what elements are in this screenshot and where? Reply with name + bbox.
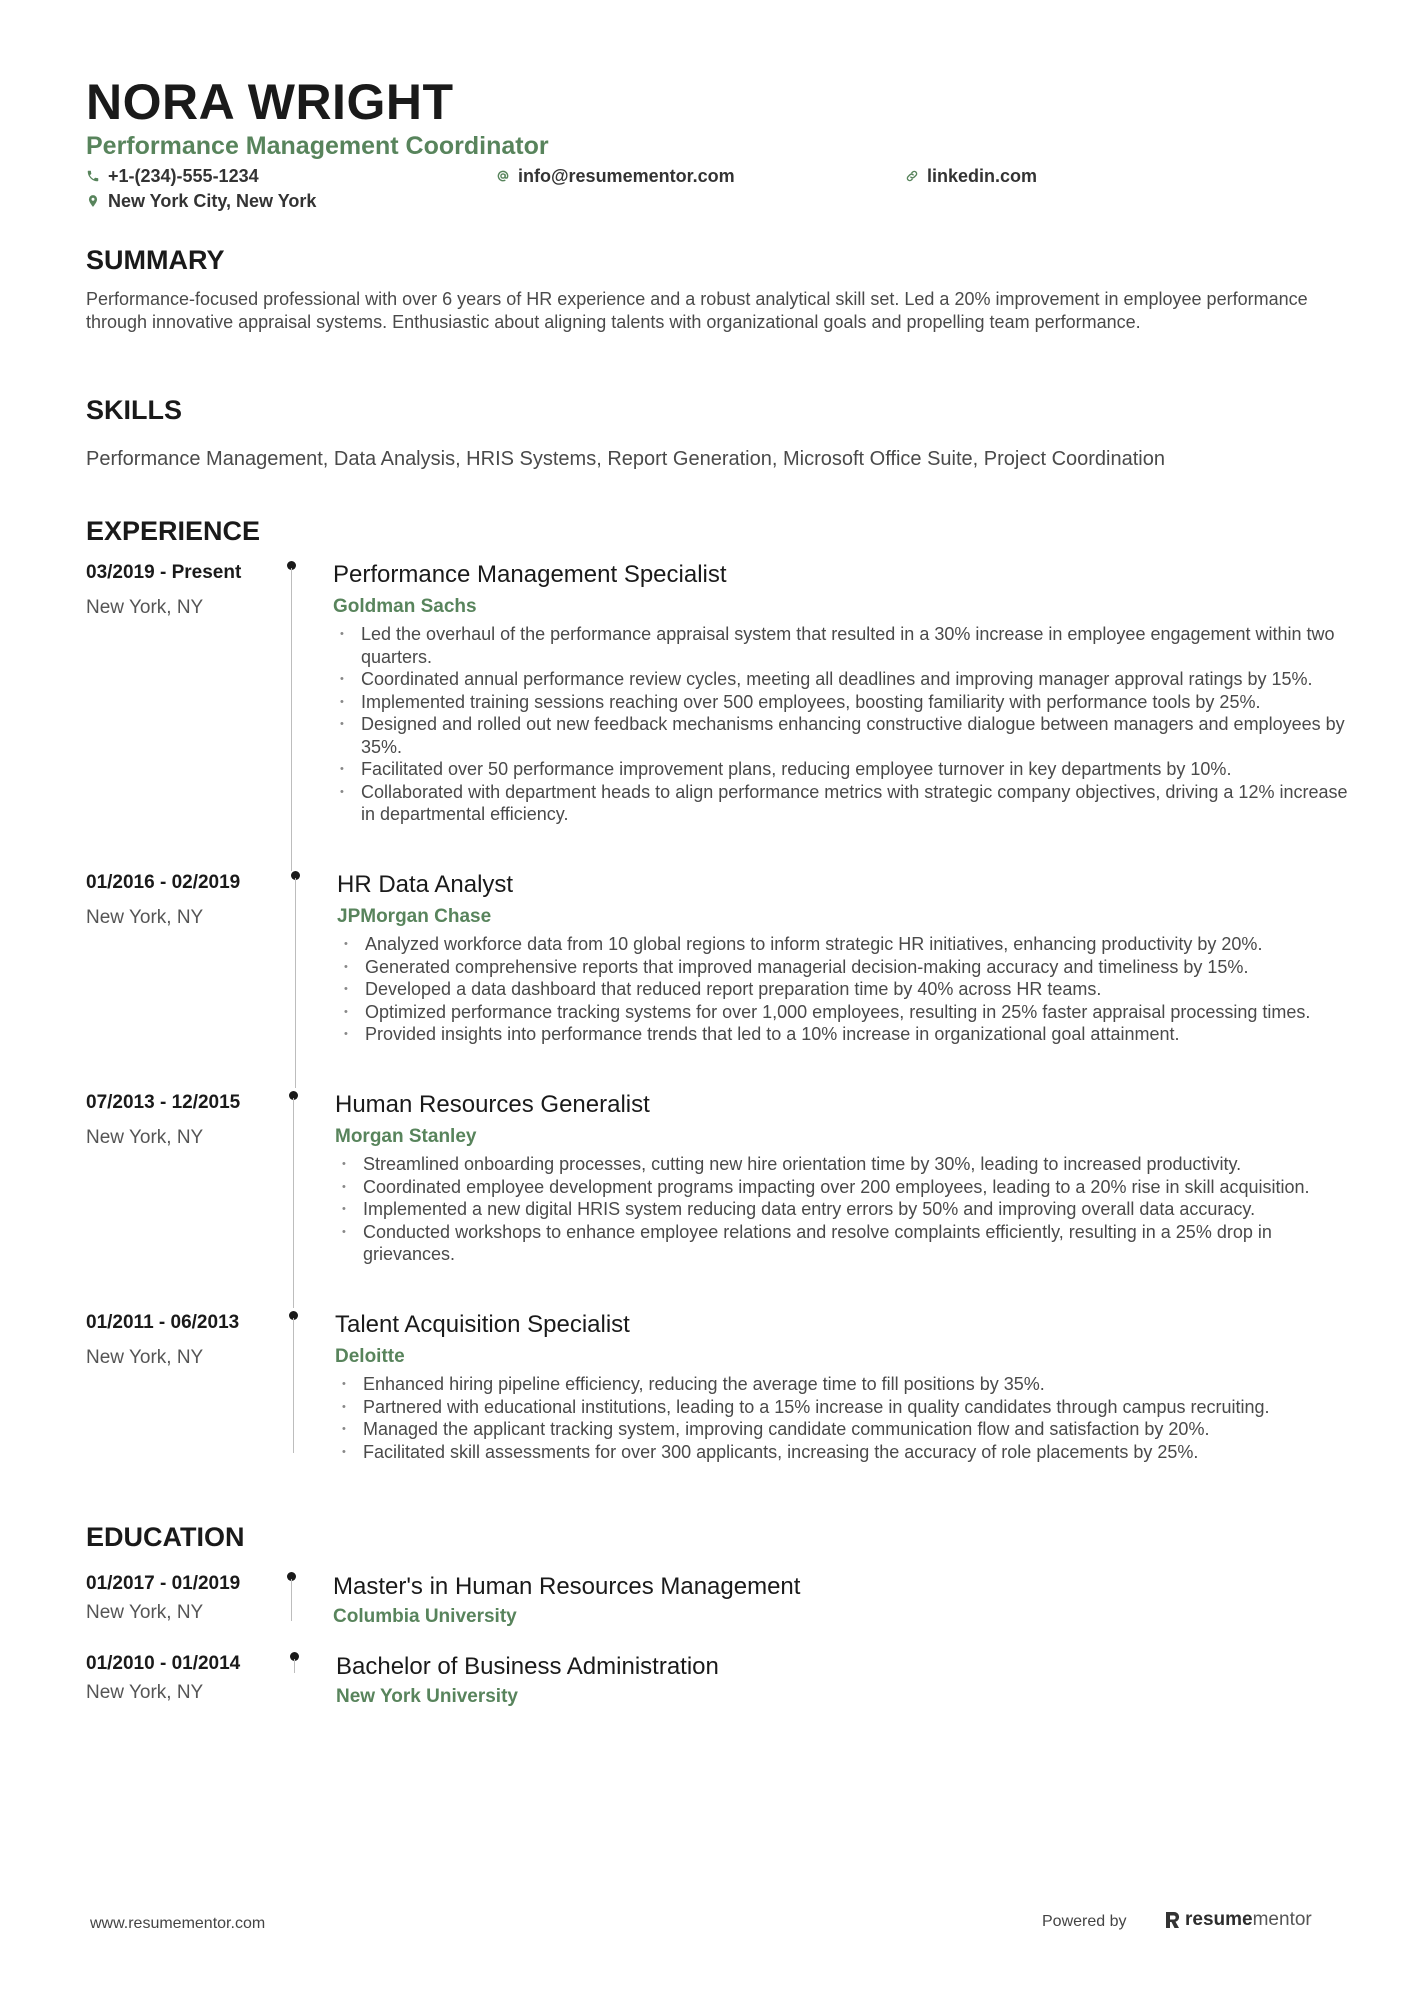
achievements-list	[333, 623, 1363, 826]
list-item: • Collaborated with department heads to align performance metrics with strategic company objectives, driving a 12% increase in departmental efficiency.	[333, 781, 1363, 826]
skills-text: Performance Management, Data Analysis, HRIS Systems, Report Generation, Microsoft Office Suite, Project Coordination	[86, 448, 1165, 470]
entry-location: New York, NY	[86, 1347, 204, 1368]
contact-location	[86, 189, 316, 213]
powered-by-label: Powered by	[1042, 1913, 1127, 1930]
company-name: Goldman Sachs	[333, 596, 477, 617]
school-name: Columbia University	[333, 1606, 517, 1627]
entry-location: New York, NY	[86, 1602, 204, 1623]
section-title-education: EDUCATION	[86, 1522, 245, 1552]
timeline-line	[291, 1579, 292, 1621]
list-item: • Designed and rolled out new feedback mechanisms enhancing constructive dialogue between managers and employees by 35%.	[333, 713, 1363, 758]
contact-linkedin	[905, 164, 1037, 188]
list-item: • Led the overhaul of the performance appraisal system that resulted in a 30% increase in employee engagement within two quarters.	[333, 623, 1363, 668]
section-title-summary: SUMMARY	[86, 245, 225, 275]
achievements-list	[335, 1373, 1365, 1463]
list-item: • Provided insights into performance trends that led to a 10% increase in organizational goal attainment.	[337, 1023, 1367, 1046]
degree-title: Master's in Human Resources Management	[333, 1573, 801, 1600]
phone-text: +1-(234)-555-1234	[108, 166, 259, 186]
list-item: • Optimized performance tracking systems for over 1,000 employees, resulting in 25% faster appraisal processing times.	[337, 1001, 1367, 1024]
brand-name-bold: resume	[1185, 1909, 1253, 1930]
phone-icon	[86, 169, 100, 183]
list-item: • Developed a data dashboard that reduced report preparation time by 40% across HR teams.	[337, 978, 1367, 1001]
section-title-skills: SKILLS	[86, 395, 183, 425]
link-icon	[905, 169, 919, 183]
list-item: • Implemented a new digital HRIS system reducing data entry errors by 50% and improving overall data accuracy.	[335, 1198, 1365, 1221]
contact-phone	[86, 164, 259, 188]
entry-location: New York, NY	[86, 907, 204, 928]
list-item: • Implemented training sessions reaching over 500 employees, boosting familiarity with performance tools by 25%.	[333, 691, 1363, 714]
list-item: • Facilitated skill assessments for over 300 applicants, increasing the accuracy of role placements by 25%.	[335, 1441, 1365, 1464]
entry-location: New York, NY	[86, 1127, 204, 1148]
location-text: New York City, New York	[108, 191, 317, 211]
list-item: • Conducted workshops to enhance employee relations and resolve complaints efficiently, resulting in a 25% drop in grievances.	[335, 1221, 1365, 1266]
list-item: • Partnered with educational institutions, leading to a 15% increase in quality candidates through campus recruiting.	[335, 1396, 1365, 1419]
timeline-line	[293, 1098, 294, 1308]
job-title: Human Resources Generalist	[335, 1091, 650, 1118]
job-title: HR Data Analyst	[337, 871, 514, 898]
achievements-list	[335, 1153, 1365, 1266]
entry-location: New York, NY	[86, 597, 204, 618]
entry-location: New York, NY	[86, 1682, 204, 1703]
list-item: • Generated comprehensive reports that improved managerial decision-making accuracy and timeliness by 15%.	[337, 956, 1367, 979]
degree-title: Bachelor of Business Administration	[336, 1653, 719, 1680]
job-title: Talent Acquisition Specialist	[335, 1311, 630, 1338]
summary-text: Performance-focused professional with over 6 years of HR experience and a robust analytical skill set. Led a 20% improvement in employee performance through innovative appraisal systems. Enthusiastic about aligning talents with organizational goals and propelling team performance.	[86, 289, 1308, 332]
timeline-line	[295, 878, 296, 1088]
candidate-role: Performance Management Coordinator	[86, 132, 549, 160]
entry-dates: 07/2013 - 12/2015	[86, 1092, 241, 1113]
list-item: • Coordinated employee development programs impacting over 200 employees, leading to a 20% rise in skill acquisition.	[335, 1176, 1365, 1199]
entry-dates: 01/2016 - 02/2019	[86, 872, 241, 893]
list-item: • Enhanced hiring pipeline efficiency, reducing the average time to fill positions by 35%.	[335, 1373, 1365, 1396]
job-title: Performance Management Specialist	[333, 561, 727, 588]
list-item: • Facilitated over 50 performance improvement plans, reducing employee turnover in key departments by 10%.	[333, 758, 1363, 781]
entry-dates: 01/2017 - 01/2019	[86, 1573, 241, 1594]
school-name: New York University	[336, 1686, 518, 1707]
entry-dates: 01/2010 - 01/2014	[86, 1653, 241, 1674]
resumementor-logo-icon	[1163, 1910, 1181, 1930]
map-pin-icon	[86, 194, 100, 208]
timeline-line	[291, 568, 292, 871]
achievements-list	[337, 933, 1367, 1046]
entry-dates: 03/2019 - Present	[86, 562, 242, 583]
list-item: • Managed the applicant tracking system, improving candidate communication flow and satisfaction by 20%.	[335, 1418, 1365, 1441]
company-name: Deloitte	[335, 1346, 405, 1367]
company-name: Morgan Stanley	[335, 1126, 477, 1147]
entry-dates: 01/2011 - 06/2013	[86, 1312, 240, 1333]
brand-logo[interactable]	[1163, 1908, 1312, 1932]
list-item: • Coordinated annual performance review cycles, meeting all deadlines and improving manager approval ratings by 15%.	[333, 668, 1363, 691]
contact-email	[496, 164, 735, 188]
list-item: • Analyzed workforce data from 10 global regions to inform strategic HR initiatives, enhancing productivity by 20%.	[337, 933, 1367, 956]
candidate-name: NORA WRIGHT	[86, 74, 454, 130]
company-name: JPMorgan Chase	[337, 906, 492, 927]
section-title-experience: EXPERIENCE	[86, 516, 261, 546]
timeline-line	[293, 1318, 294, 1453]
list-item: • Streamlined onboarding processes, cutting new hire orientation time by 30%, leading to increased productivity.	[335, 1153, 1365, 1176]
email-text[interactable]: info@resumementor.com	[518, 166, 735, 186]
linkedin-text[interactable]: linkedin.com	[927, 166, 1038, 186]
at-icon	[496, 169, 510, 183]
footer-url[interactable]: www.resumementor.com	[90, 1915, 266, 1932]
timeline-line	[294, 1659, 295, 1673]
brand-name-light: mentor	[1252, 1909, 1312, 1930]
